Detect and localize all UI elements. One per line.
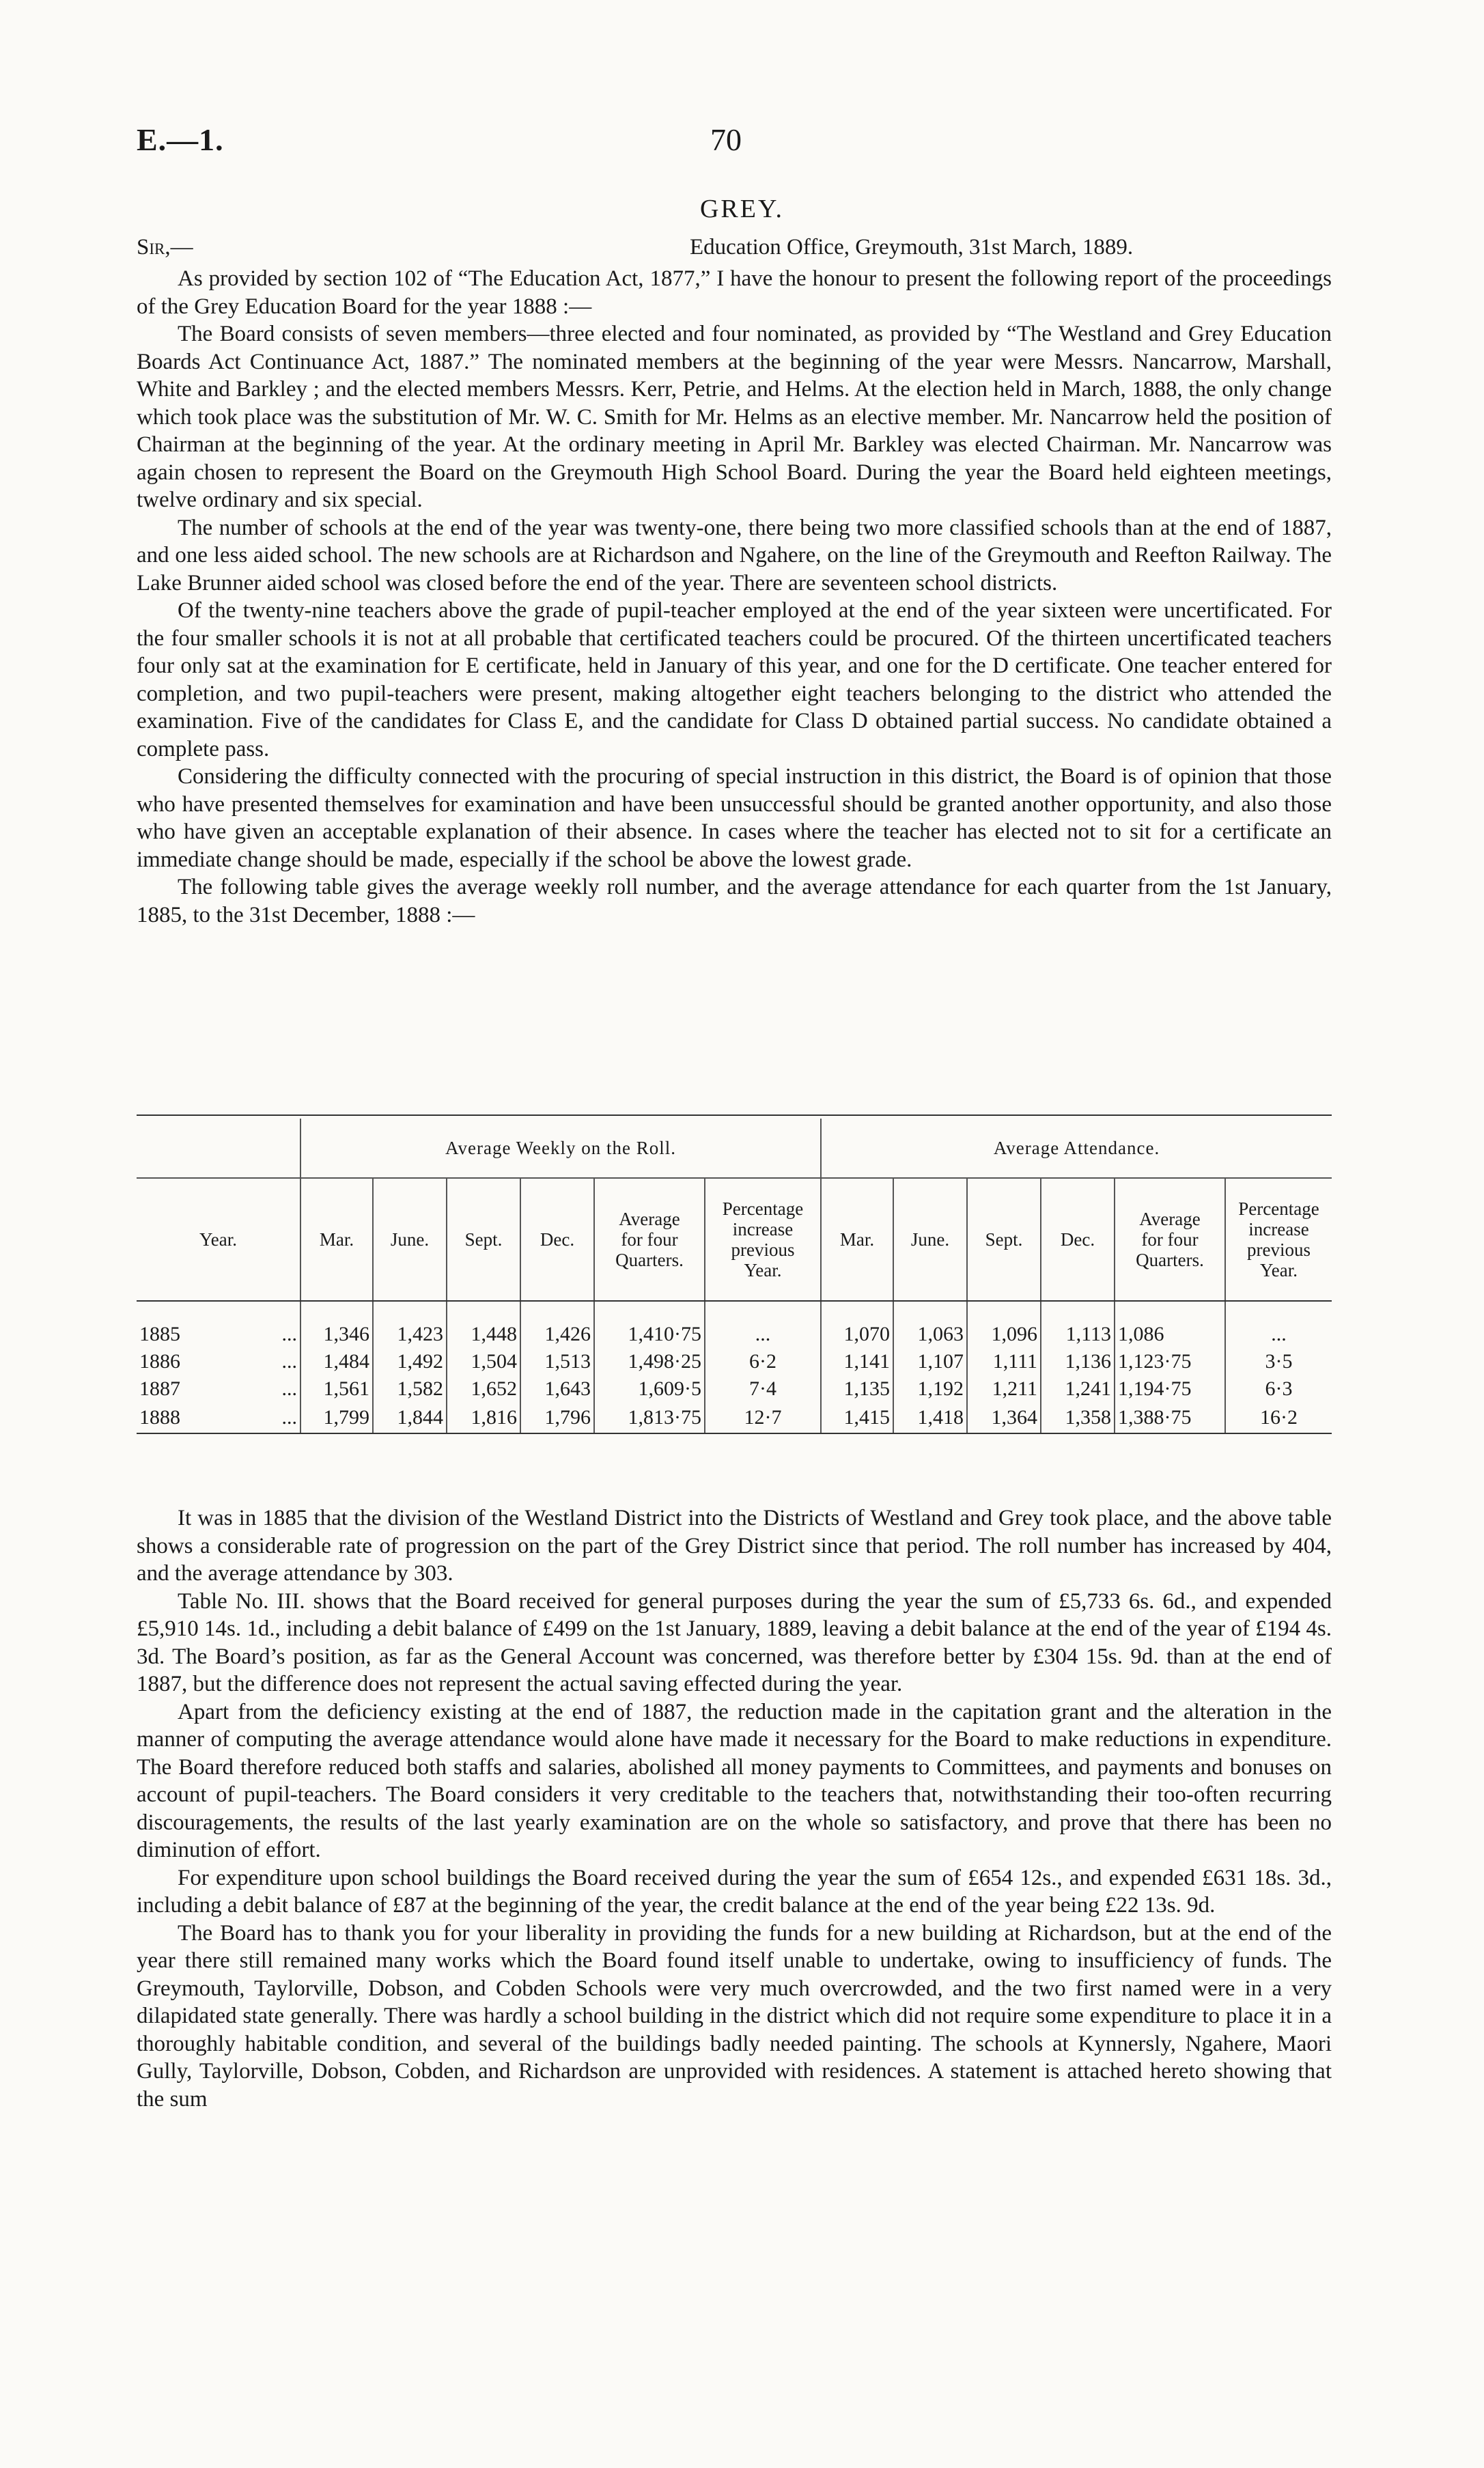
paragraph: For expenditure upon school buildings the Board received during the year the sum of £654 12s., and expended £631 18s. 3d., including a debit balance of £87 at the beginning of the year, the credit balance at the end of the year being £22 13s. 9d. [137, 1865, 1332, 1918]
cell-att-percentage: ... [1225, 1321, 1332, 1348]
table-row [137, 1375, 1332, 1403]
cell-roll-dec: 1,643 [520, 1375, 594, 1403]
cell-roll-mar: 1,484 [300, 1348, 373, 1375]
cell-roll-percentage: 6·2 [705, 1348, 821, 1375]
col-year: Year. [137, 1178, 300, 1301]
paragraph: Table No. III. shows that the Board received for general purposes during the year the sum of £5,733 6s. 6d., and expended £5,910 14s. 1d., including a debit balance of £499 on the 1st January, 1889, leaving a debit balance at the end of the year of £194 4s. 3d. The Board’s position, as far as the General Account was concerned, was therefore better by £304 15s. 9d. than at the end of 1887, but the difference does not represent the actual saving effected during the year. [137, 1588, 1332, 1696]
cell-att-mar: 1,141 [821, 1348, 893, 1375]
cell-roll-percentage: 12·7 [705, 1403, 821, 1433]
paragraph: Considering the difficulty connected with the procuring of special instruction in this district, the Board is of opinion that those who have presented themselves for examination and have been unsuccessful should be granted another opportunity, and also those who have given an acceptable explanation of their absence. In cases where the teacher has elected not to sit for a certificate an immediate change should be made, especially if the school be above the lowest grade. [137, 764, 1332, 872]
col-att-dec: Dec. [1041, 1178, 1115, 1301]
paragraph: The following table gives the average weekly roll number, and the average attendance for each quarter from the 1st January, 1885, to the 31st December, 1888 :— [137, 875, 1332, 927]
cell-roll-dec: 1,513 [520, 1348, 594, 1375]
paragraph: As provided by section 102 of “The Education Act, 1877,” I have the honour to present the following report of the proceedings of the Grey Education Board for the year 1888 :— [137, 266, 1332, 319]
cell-roll-mar: 1,561 [300, 1375, 373, 1403]
col-att-average: Average for four Quarters. [1115, 1178, 1225, 1301]
section-title: GREY. [699, 195, 785, 223]
cell-att-sept: 1,096 [967, 1321, 1041, 1348]
cell-year: 1885 ... [139, 1323, 297, 1345]
paragraph: Of the twenty-nine teachers above the grade of pupil-teacher employed at the end of the year sixteen were uncertificated. For the four smaller schools it is not at all probable that certificated teachers could be procured. Of the thirteen uncertificated teachers four only sat at the examination for E certificate, held in January of this year, and one for the D certificate. One teacher entered for completion, and two pupil-teachers were present, making altogether eight teachers belonging to the district who attended the examination. Five of the candidates for Class E, and the candidate for Class D obtained partial success. No candidate obtained a complete pass. [137, 598, 1332, 761]
cell-att-percentage: 3·5 [1225, 1348, 1332, 1375]
group-header-attendance: Average Attendance. [821, 1119, 1332, 1178]
cell-roll-sept: 1,816 [447, 1403, 520, 1433]
paragraph: The Board has to thank you for your liberality in providing the funds for a new building at Richardson, but at the end of the year there still remained many works which the Board found itself unable to undertake, owing to insufficiency of funds. The Greymouth, Taylorville, Dobson, and Cobden Schools were very much overcrowded, and the two first named were in a very dilapidated state generally. There was hardly a school building in the district which did not require some expenditure to place it in a thoroughly habitable condition, and several of the buildings badly needed painting. The schools at Kynnersly, Ngahere, Maori Gully, Taylorville, Dobson, Cobden, and Richardson are unprovided with residences. A statement is attached hereto showing that the sum [137, 1920, 1332, 2112]
group-header-roll: Average Weekly on the Roll. [300, 1119, 821, 1178]
roll-attendance-table [137, 1119, 1332, 1434]
body-text-after-table [137, 1504, 1332, 2113]
table-corner [137, 1119, 300, 1178]
cell-roll-mar: 1,346 [300, 1321, 373, 1348]
cell-att-june: 1,063 [893, 1321, 967, 1348]
paragraph: It was in 1885 that the division of the Westland District into the Districts of Westland and Grey took place, and the above table shows a considerable rate of progression on the part of the Grey District since that period. The roll number has increased by 404, and the average attendance by 303. [137, 1506, 1332, 1586]
cell-roll-percentage: 7·4 [705, 1375, 821, 1403]
cell-roll-dec: 1,426 [520, 1321, 594, 1348]
cell-att-june: 1,418 [893, 1403, 967, 1433]
series-code: E.—1. [137, 122, 224, 157]
col-roll-mar: Mar. [300, 1178, 373, 1301]
cell-att-average: 1,194·75 [1115, 1375, 1225, 1403]
col-roll-percentage: Percentage increase previous Year. [705, 1178, 821, 1301]
cell-roll-average: 1,813·75 [594, 1403, 705, 1433]
col-roll-sept: Sept. [447, 1178, 520, 1301]
col-att-june: June. [893, 1178, 967, 1301]
table-row [137, 1321, 1332, 1348]
cell-roll-percentage: ... [705, 1321, 821, 1348]
cell-roll-june: 1,423 [373, 1321, 447, 1348]
table-row [137, 1348, 1332, 1375]
cell-att-dec: 1,136 [1041, 1348, 1115, 1375]
cell-roll-sept: 1,448 [447, 1321, 520, 1348]
cell-roll-june: 1,492 [373, 1348, 447, 1375]
cell-att-mar: 1,415 [821, 1403, 893, 1433]
cell-year: 1887 ... [139, 1377, 297, 1400]
cell-att-june: 1,192 [893, 1375, 967, 1403]
cell-att-june: 1,107 [893, 1348, 967, 1375]
cell-roll-sept: 1,652 [447, 1375, 520, 1403]
cell-att-sept: 1,211 [967, 1375, 1041, 1403]
cell-att-percentage: 16·2 [1225, 1403, 1332, 1433]
cell-att-mar: 1,135 [821, 1375, 893, 1403]
cell-roll-mar: 1,799 [300, 1403, 373, 1433]
page-number: 70 [710, 122, 742, 157]
cell-att-dec: 1,358 [1041, 1403, 1115, 1433]
body-text-before-table [137, 265, 1332, 929]
col-roll-dec: Dec. [520, 1178, 594, 1301]
paragraph: Apart from the deficiency existing at the end of 1887, the reduction made in the capitation grant and the alteration in the manner of computing the average attendance would alone have made it necessary for the Board to make reductions in expenditure. The Board therefore reduced both staffs and salaries, abolished all money payments to Committees, and payments and bonuses on account of pupil-teachers. The Board considers it very creditable to the teachers that, notwithstanding their too-often recurring discouragements, the results of the last yearly examination are on the whole so satisfactory, and prove that there has been no diminution of effort. [137, 1699, 1332, 1862]
col-att-mar: Mar. [821, 1178, 893, 1301]
col-att-sept: Sept. [967, 1178, 1041, 1301]
cell-att-average: 1,123·75 [1115, 1348, 1225, 1375]
cell-att-percentage: 6·3 [1225, 1375, 1332, 1403]
col-att-percentage: Percentage increase previous Year. [1225, 1178, 1332, 1301]
cell-year: 1888 ... [137, 1403, 300, 1433]
cell-roll-june: 1,844 [373, 1403, 447, 1433]
paragraph: The number of schools at the end of the year was twenty-one, there being two more classified schools than at the end of 1887, and one less aided school. The new schools are at Richardson and Ngahere, on the line of the Greymouth and Reefton Railway. The Lake Brunner aided school was closed before the end of the year. There are seventeen school districts. [137, 515, 1332, 595]
cell-roll-average: 1,498·25 [594, 1348, 705, 1375]
cell-att-mar: 1,070 [821, 1321, 893, 1348]
cell-year: 1886 ... [139, 1350, 297, 1373]
cell-att-average: 1,388·75 [1115, 1403, 1225, 1433]
dateline: Education Office, Greymouth, 31st March, 1889. [690, 235, 1134, 260]
table-row [137, 1403, 1332, 1433]
table-top-rule [137, 1114, 1332, 1116]
cell-roll-dec: 1,796 [520, 1403, 594, 1433]
cell-roll-june: 1,582 [373, 1375, 447, 1403]
cell-roll-sept: 1,504 [447, 1348, 520, 1375]
cell-roll-average: 1,410·75 [594, 1321, 705, 1348]
cell-att-sept: 1,111 [967, 1348, 1041, 1375]
paragraph: The Board consists of seven members—three elected and four nominated, as provided by “The Westland and Grey Education Boards Act Continuance Act, 1887.” The nominated members at the beginning of the year were Messrs. Nancarrow, Marshall, White and Barkley ; and the elected members Messrs. Kerr, Petrie, and Helms. At the election held in March, 1888, the only change which took place was the substitution of Mr. W. C. Smith for Mr. Helms as an elective member. Mr. Nancarrow held the position of Chairman at the beginning of the year. At the ordinary meeting in April Mr. Barkley was elected Chairman. Mr. Nancarrow was again chosen to represent the Board on the Greymouth High School Board. During the year the Board held eighteen meetings, twelve ordinary and six special. [137, 322, 1332, 512]
cell-att-dec: 1,241 [1041, 1375, 1115, 1403]
col-roll-june: June. [373, 1178, 447, 1301]
col-roll-average: Average for four Quarters. [594, 1178, 705, 1301]
cell-att-dec: 1,113 [1041, 1321, 1115, 1348]
salutation: Sir,— [137, 235, 193, 260]
cell-att-sept: 1,364 [967, 1403, 1041, 1433]
cell-att-average: 1,086 [1115, 1321, 1225, 1348]
cell-roll-average: 1,609·5 [594, 1375, 705, 1403]
